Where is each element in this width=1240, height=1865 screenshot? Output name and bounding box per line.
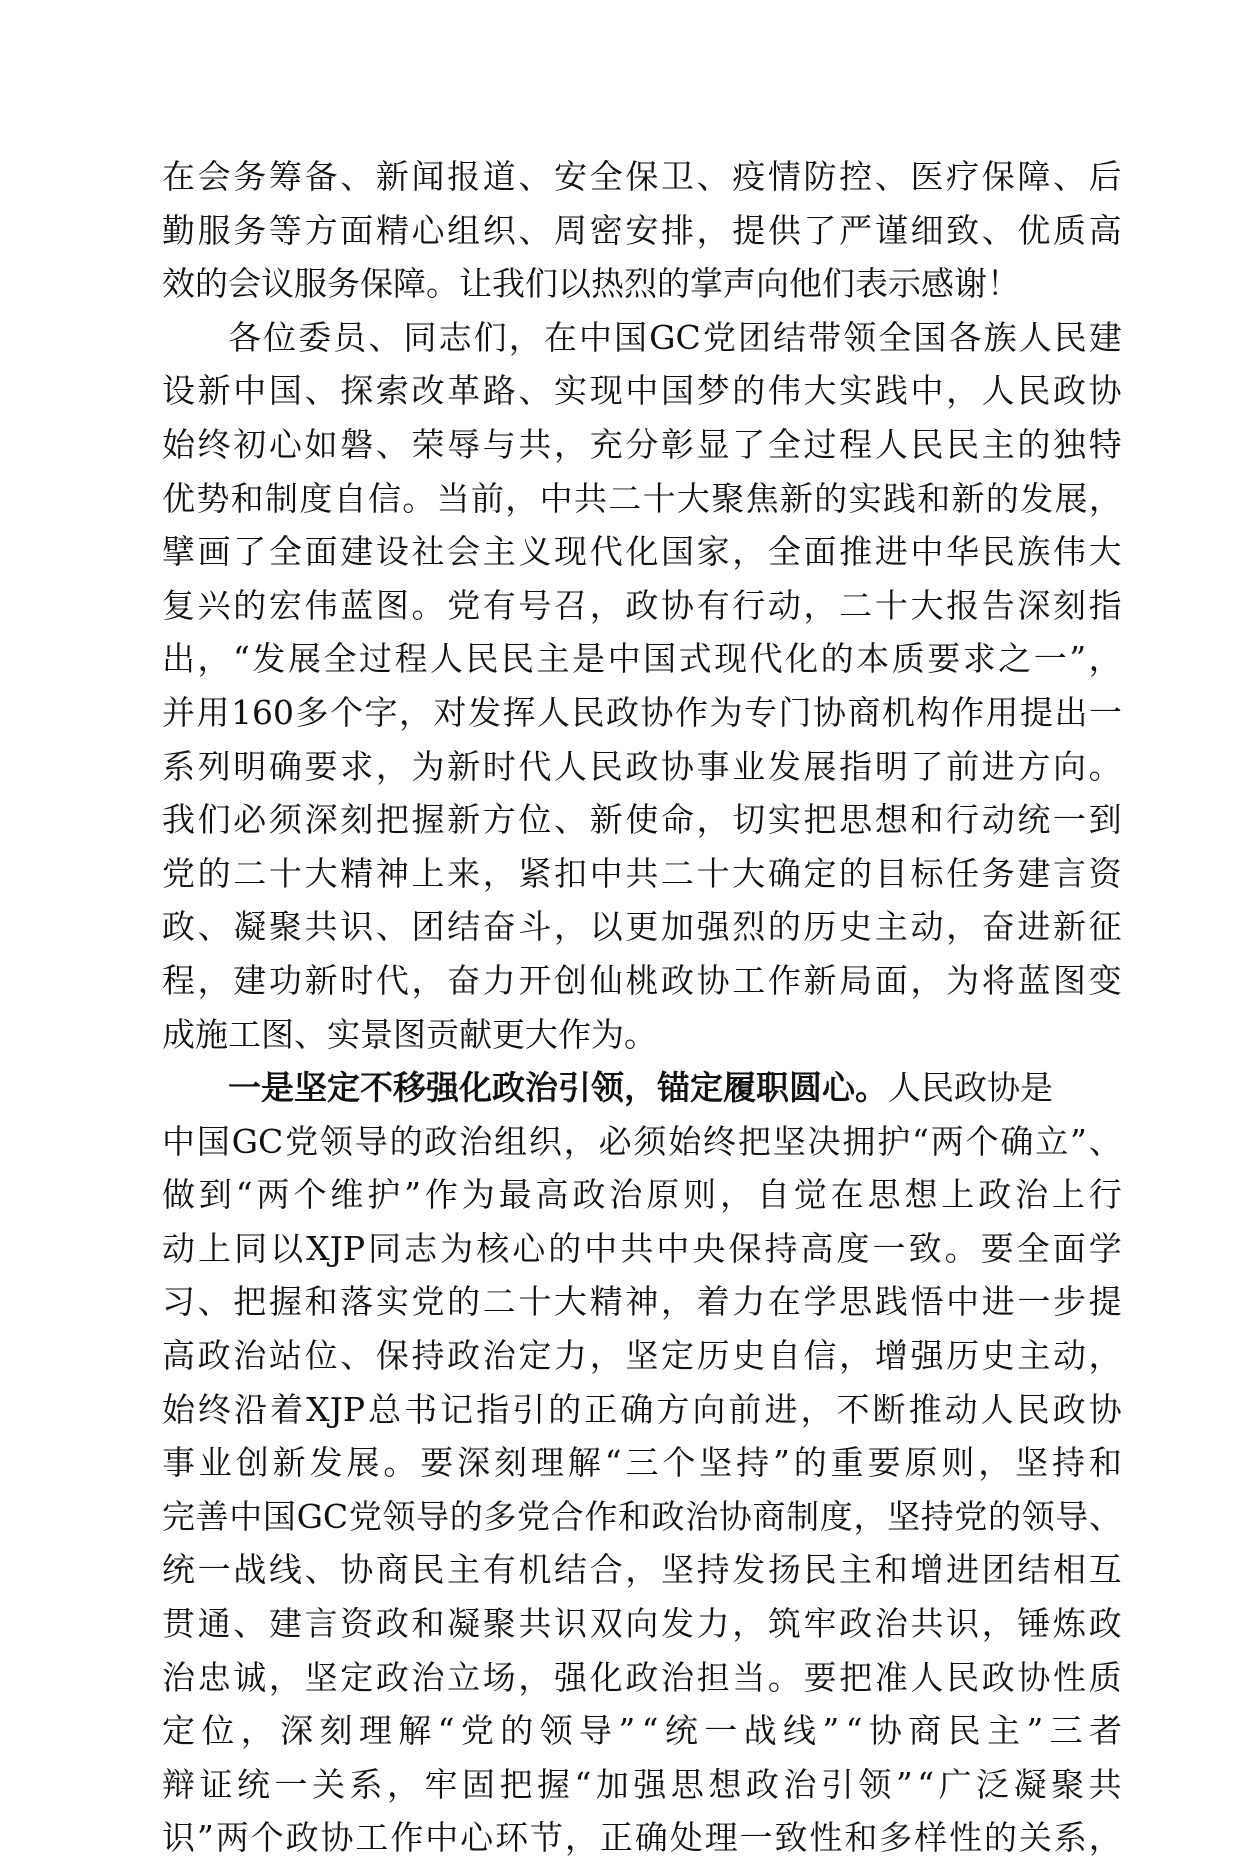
text-line: 习 、 把 握 和 落 实 党 的 二 十 大 精 神 ， 着 力 在 学 思 践 悟 中 进 一 步 提 (162, 1282, 1122, 1322)
text-line: 统 一 战 线 、 协 商 民 主 有 机 结 合 ， 坚 持 发 扬 民 主 和 增 进 团 结 相 互 (162, 1550, 1122, 1590)
text-line: 各 位 委 员 、 同 志 们 ， 在 中 国 GC 党 团 结 带 领 全 国 各 族 人 民 建 (228, 317, 1122, 357)
text-line: 复 兴 的 宏 伟 蓝 图 。 党 有 号 召 ， 政 协 有 行 动 ， 二 十 大 报 告 深 刻 指 (162, 585, 1122, 625)
text-line: 始 终 初 心 如 磐 、 荣 辱 与 共 ， 充 分 彰 显 了 全 过 程 人 民 民 主 的 独 特 (162, 424, 1122, 464)
text-line: 党 的 二 十 大 精 神 上 来 ， 紧 扣 中 共 二 十 大 确 定 的 目 标 任 务 建 言 资 (162, 853, 1122, 893)
text-line: 动 上 同 以 XJP 同 志 为 核 心 的 中 共 中 央 保 持 高 度 一 致 。 要 全 面 学 (162, 1228, 1122, 1268)
text-line: 效的会议服务保障。让我们以热烈的掌声向他们表示感谢！ (162, 264, 1020, 304)
text-line: 高 政 治 站 位 、 保 持 政 治 定 力 ， 坚 定 历 史 自 信 ， 增 强 历 史 主 动 ， (162, 1336, 1122, 1376)
text-line: 贯 通 、 建 言 资 政 和 凝 聚 共 识 双 向 发 力 ， 筑 牢 政 治 共 识 ， 锤 炼 政 (162, 1604, 1122, 1644)
text-line: 识 ” 两 个 政 协 工 作 中 心 环 节 ， 正 确 处 理 一 致 性 和 多 样 性 的 关 系 ， (162, 1818, 1122, 1858)
text-line: 辩 证 统 一 关 系 ， 牢 固 把 握 “ 加 强 思 想 政 治 引 领 ” “ 广 泛 凝 聚 共 (162, 1764, 1122, 1804)
paragraph-3 (162, 1061, 1122, 1865)
text-line: 完 善 中 国 GC 党 领 导 的 多 党 合 作 和 政 治 协 商 制 度 ， 坚 持 党 的 领 导 、 (162, 1496, 1122, 1536)
text-line: 并 用 160 多 个 字 ， 对 发 挥 人 民 政 协 作 为 专 门 协 商 机 构 作 用 提 出 一 (162, 692, 1122, 732)
lead-rest: 人民政协是 (888, 1068, 1053, 1108)
text-line: 设 新 中 国 、 探 索 改 革 路 、 实 现 中 国 梦 的 伟 大 实 践 中 ， 人 民 政 协 (162, 371, 1122, 411)
bold-lead: 一是坚定不移强化政治引领，锚定履职圆心。 (228, 1068, 888, 1108)
text-line: 程 ， 建 功 新 时 代 ， 奋 力 开 创 仙 桃 政 协 工 作 新 局 面 ， 为 将 蓝 图 变 (162, 960, 1122, 1000)
text-line: 始 终 沿 着 XJP 总 书 记 指 引 的 正 确 方 向 前 进 ， 不 断 推 动 人 民 政 协 (162, 1389, 1122, 1429)
text-line: 擘 画 了 全 面 建 设 社 会 主 义 现 代 化 国 家 ， 全 面 推 进 中 华 民 族 伟 大 (162, 532, 1122, 572)
text-line: 政 、 凝 聚 共 识 、 团 结 奋 斗 ， 以 更 加 强 烈 的 历 史 主 动 ， 奋 进 新 征 (162, 907, 1122, 947)
text-line: 勤 服 务 等 方 面 精 心 组 织 、 周 密 安 排 ， 提 供 了 严 谨 细 致 、 优 质 高 (162, 210, 1122, 250)
paragraph-1 (162, 150, 1122, 311)
text-line-lead (162, 1061, 1122, 1115)
text-line: 成施工图、实景图贡献更大作为。 (162, 1014, 657, 1054)
text-line: 治 忠 诚 ， 坚 定 政 治 立 场 ， 强 化 政 治 担 当 。 要 把 准 人 民 政 协 性 质 (162, 1657, 1122, 1697)
text-line: 我 们 必 须 深 刻 把 握 新 方 位 、 新 使 命 ， 切 实 把 思 想 和 行 动 统 一 到 (162, 800, 1122, 840)
text-line: 出 ， “ 发 展 全 过 程 人 民 民 主 是 中 国 式 现 代 化 的 本 质 要 求 之 一 ” ， (162, 639, 1122, 679)
document-page (162, 150, 1122, 1865)
text-line: 优 势 和 制 度 自 信 。 当 前 ， 中 共 二 十 大 聚 焦 新 的 实 践 和 新 的 发 展 ， (162, 478, 1122, 518)
text-line: 定 位 ， 深 刻 理 解 “ 党 的 领 导 ” “ 统 一 战 线 ” “ 协 商 民 主 ” 三 者 (162, 1711, 1122, 1751)
text-line: 事 业 创 新 发 展 。 要 深 刻 理 解 “ 三 个 坚 持 ” 的 重 要 原 则 ， 坚 持 和 (162, 1443, 1122, 1483)
text-line: 做 到 “ 两 个 维 护 ” 作 为 最 高 政 治 原 则 ， 自 觉 在 思 想 上 政 治 上 行 (162, 1175, 1122, 1215)
paragraph-2 (162, 311, 1122, 1061)
text-line: 在 会 务 筹 备 、 新 闻 报 道 、 安 全 保 卫 、 疫 情 防 控 、 医 疗 保 障 、 后 (162, 157, 1122, 196)
text-line: 系 列 明 确 要 求 ， 为 新 时 代 人 民 政 协 事 业 发 展 指 明 了 前 进 方 向 。 (162, 746, 1122, 786)
text-line: 中 国 GC 党 领 导 的 政 治 组 织 ， 必 须 始 终 把 坚 决 拥 护 “ 两 个 确 立 ” 、 (162, 1121, 1122, 1161)
